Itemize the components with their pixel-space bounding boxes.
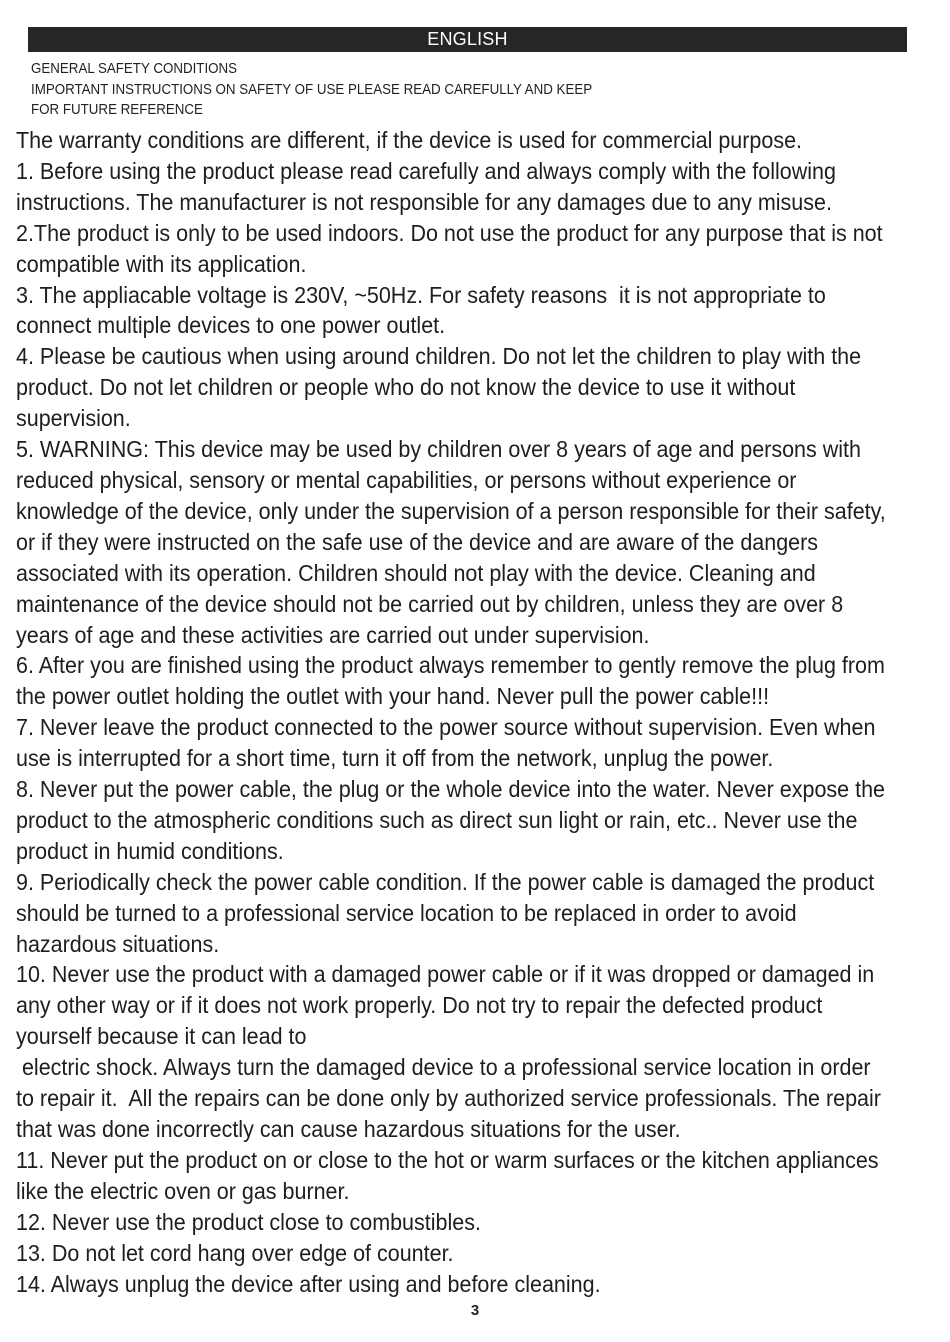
body-line: knowledge of the device, only under the supervision of a person responsible for their safety, <box>16 497 886 524</box>
body-line: 12. Never use the product close to combustibles. <box>16 1208 481 1235</box>
body-line: associated with its operation. Children should not play with the device. Cleaning and <box>16 559 816 586</box>
body-line: yourself because it can lead to <box>16 1023 307 1050</box>
body-line: use is interrupted for a short time, turn it off from the network, unplug the power. <box>16 745 774 772</box>
body-line: supervision. <box>16 405 131 432</box>
section-title: ENGLISH <box>427 29 508 49</box>
body-line: that was done incorrectly can cause hazardous situations for the user. <box>16 1116 681 1142</box>
subheading-line: IMPORTANT INSTRUCTIONS ON SAFETY OF USE PLEASE READ CAREFULLY AND KEEP <box>31 81 593 98</box>
body-line: 5. WARNING: This device may be used by children over 8 years of age and persons with <box>16 436 861 463</box>
body-line: 10. Never use the product with a damaged power cable or if it was dropped or damaged in <box>16 961 875 988</box>
body-line: 13. Do not let cord hang over edge of counter. <box>16 1239 454 1266</box>
body-line: compatible with its application. <box>16 250 307 277</box>
body-line: any other way or if it does not work properly. Do not try to repair the defected product <box>16 992 823 1019</box>
body-line: 9. Periodically check the power cable condition. If the power cable is damaged the product <box>16 868 875 895</box>
body-line: 7. Never leave the product connected to the power source without supervision. Even when <box>16 714 876 741</box>
body-line: instructions. The manufacturer is not responsible for any damages due to any misuse. <box>16 188 832 215</box>
body-line: should be turned to a professional service location to be replaced in order to avoid <box>16 899 797 926</box>
subheading-line: FOR FUTURE REFERENCE <box>31 102 203 118</box>
body-line: product in humid conditions. <box>16 837 284 864</box>
body-line: hazardous situations. <box>16 930 220 957</box>
safety-subheading <box>31 59 822 121</box>
body-line: 1. Before using the product please read carefully and always comply with the following <box>16 157 836 184</box>
body-line: 8. Never put the power cable, the plug or the whole device into the water. Never expose the <box>16 776 885 803</box>
section-header-bar <box>28 27 907 52</box>
body-line: like the electric oven or gas burner. <box>16 1177 350 1204</box>
body-line: reduced physical, sensory or mental capabilities, or persons without experience or <box>16 466 797 493</box>
body-line: the power outlet holding the outlet with your hand. Never pull the power cable!!! <box>16 683 770 710</box>
safety-instructions-body <box>16 125 931 1299</box>
body-line: product. Do not let children or people who do not know the device to use it without <box>16 374 796 401</box>
page-number: 3 <box>470 1302 480 1319</box>
body-line: product to the atmospheric conditions such as direct sun light or rain, etc.. Never use the <box>16 806 858 833</box>
body-line: or if they were instructed on the safe use of the device and are aware of the dangers <box>16 528 819 555</box>
body-line: 11. Never put the product on or close to the hot or warm surfaces or the kitchen appliances <box>16 1146 879 1173</box>
body-line: electric shock. Always turn the damaged device to a professional service location in order <box>16 1054 871 1081</box>
body-line: maintenance of the device should not be carried out by children, unless they are over 8 <box>16 590 844 617</box>
body-line: years of age and these activities are carried out under supervision. <box>16 621 650 648</box>
body-line: to repair it. All the repairs can be done only by authorized service professionals. The repair <box>16 1085 881 1112</box>
body-line: 4. Please be cautious when using around children. Do not let the children to play with the <box>16 343 862 370</box>
body-line: 3. The appliacable voltage is 230V, ~50Hz. For safety reasons it is not appropriate to <box>16 281 826 308</box>
body-line: 6. After you are finished using the product always remember to gently remove the plug from <box>16 652 885 679</box>
body-line: connect multiple devices to one power outlet. <box>16 312 446 339</box>
body-line: 14. Always unplug the device after using and before cleaning. <box>16 1270 601 1297</box>
body-line: 2.The product is only to be used indoors. Do not use the product for any purpose that is not <box>16 219 883 246</box>
subheading-line: GENERAL SAFETY CONDITIONS <box>31 61 238 77</box>
body-line: The warranty conditions are different, if the device is used for commercial purpose. <box>16 127 803 153</box>
